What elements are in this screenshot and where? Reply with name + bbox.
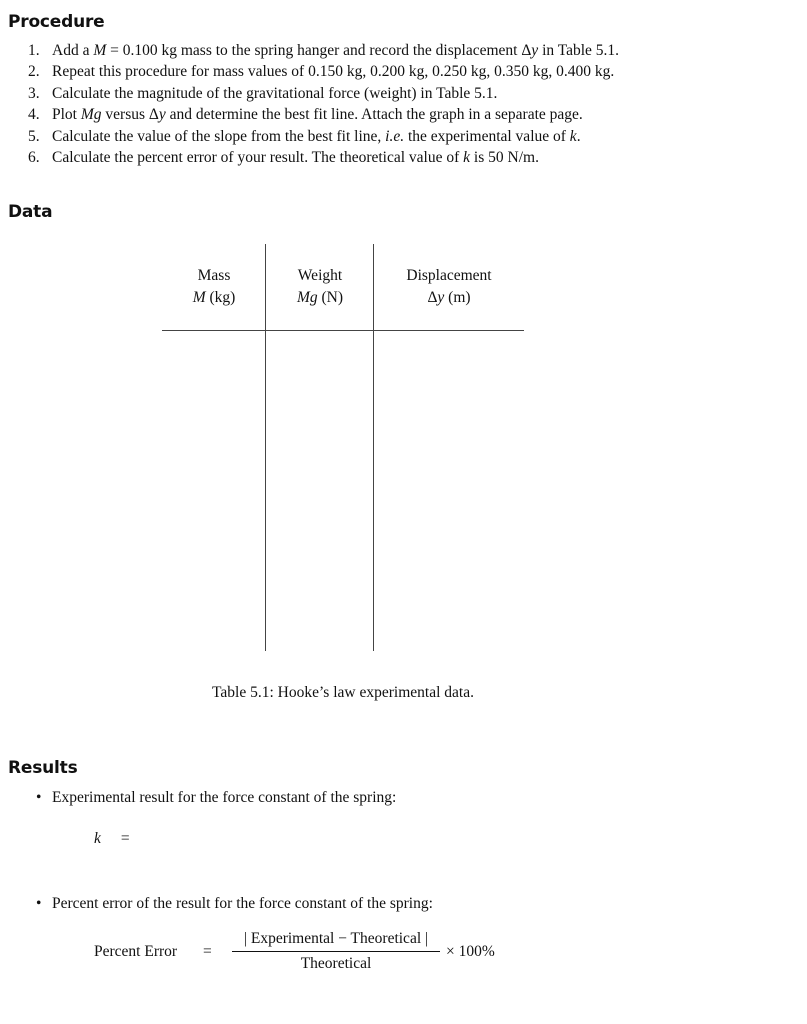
procedure-step [28, 42, 798, 63]
result-bullet-k [36, 789, 396, 807]
table-column-divider [265, 244, 266, 651]
column-header-displacement: Displacement Δy (m) [406, 267, 492, 306]
bullet-text: Percent error of the result for the force constant of the spring: [52, 895, 433, 912]
fraction-denominator: Theoretical [300, 955, 372, 972]
result-bullet-percent-error [36, 895, 433, 913]
procedure-heading: Procedure [8, 12, 105, 32]
table-header-rule [162, 330, 524, 331]
percent-factor: × 100% [446, 943, 495, 960]
table-caption: Table 5.1: Hooke’s law experimental data. [212, 684, 474, 701]
step-text: Add a M = 0.100 kg mass to the spring hanger and record the displacement Δy in Table 5.1. [52, 42, 620, 59]
step-text: Calculate the percent error of your result. The theoretical value of k is 50 N/m. [52, 148, 539, 166]
step-number: 2. [28, 63, 40, 81]
equals-sign: = [120, 830, 130, 847]
step-text: Plot Mg versus Δy and determine the best fit line. Attach the graph in a separate page. [52, 106, 583, 124]
percent-error-fraction [232, 930, 440, 973]
table-column-divider [373, 244, 374, 651]
procedure-step [28, 149, 798, 170]
procedure-step [28, 85, 798, 106]
column-header-weight: Weight Mg (N) [296, 267, 344, 306]
bullet-text: Experimental result for the force constant of the spring: [52, 789, 397, 806]
step-number: 3. [28, 84, 40, 102]
bullet-icon: • [36, 789, 42, 806]
step-number: 4. [28, 106, 40, 124]
k-equation [94, 830, 130, 848]
step-number: 1. [28, 42, 40, 59]
step-text: Calculate the value of the slope from the best fit line, i.e. the experimental value of k. [52, 127, 581, 145]
bullet-icon: • [36, 895, 42, 912]
results-heading: Results [8, 758, 78, 778]
procedure-step [28, 63, 798, 84]
step-text: Repeat this procedure for mass values of 0.150 kg, 0.200 kg, 0.250 kg, 0.350 kg, 0.400 kg. [52, 63, 615, 81]
percent-error-label: Percent Error [94, 943, 178, 960]
procedure-step [28, 128, 798, 149]
step-text: Calculate the magnitude of the gravitational force (weight) in Table 5.1. [52, 84, 498, 102]
k-symbol: k [94, 830, 101, 847]
procedure-step [28, 106, 798, 127]
step-number: 6. [28, 148, 40, 166]
step-number: 5. [28, 127, 40, 145]
procedure-steps [28, 42, 798, 170]
column-header-mass: Mass M (kg) [192, 267, 236, 306]
fraction-numerator: | Experimental − Theoretical | [232, 930, 440, 952]
percent-error-equals: = [203, 943, 212, 960]
data-heading: Data [8, 202, 53, 222]
